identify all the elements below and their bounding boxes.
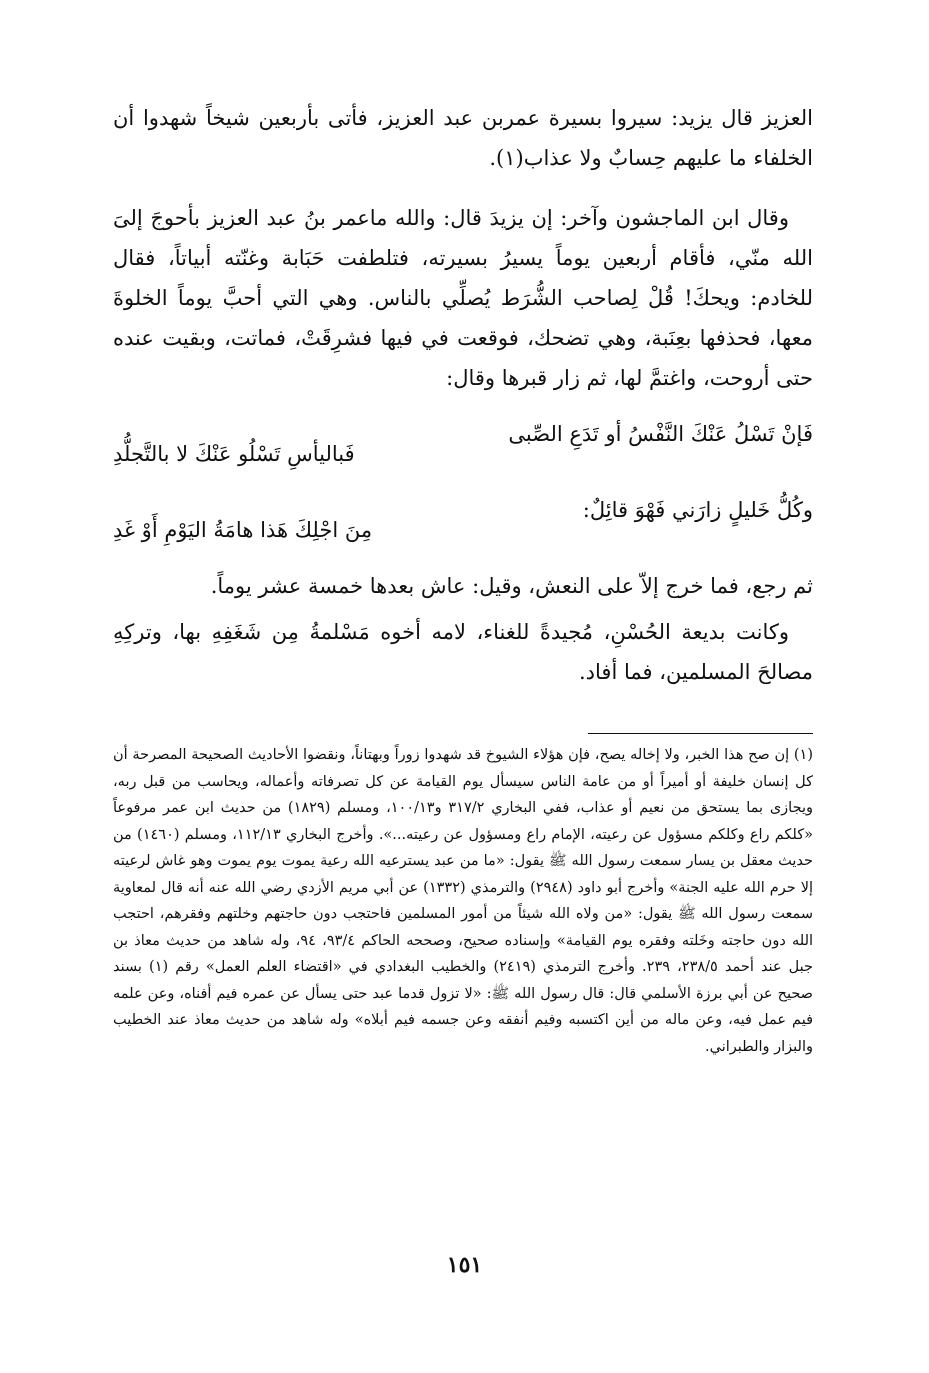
footnote-1: (١) إن صح هذا الخبر، ولا إخاله يصح، فإن هؤلاء الشيوخ قد شهدوا زوراً وبهتاناً، ونقضوا الأحاديث الصحيحة المصرحة أن كل إنسان خليفة أو أميراً أو من عامة الناس سيسأل يوم القيامة عن كل تصرفاته وأعماله، ويحاسب من قبل ربه، ويجازى بما يستحق من نعيم أو عذاب، ففي البخاري ٣١٧/٢ و١٠٠/١٣، ومسلم (١٨٢٩) من حديث ابن عمر مرفوعاً «كلكم راع وكلكم مسؤول عن رعيته، الإمام راع ومسؤول عن رعيته...». وأخرج البخاري ١١٢/١٣، ومسلم (١٤٦٠) من حديث معقل بن يسار سمعت رسول الله ﷺ يقول: «ما من عبد يسترعيه الله رعية يموت يوم يموت وهو غاش لرعيته إلا حرم الله عليه الجنة» وأخرج أبو داود (٢٩٤٨) والترمذي (١٣٣٢) عن أبي مريم الأزدي رضي الله عنه أنه قال لمعاوية سمعت رسول الله ﷺ يقول: «من ولاه الله شيئاً من أمور المسلمين فاحتجب دون حاجتهم وخلتهم وفقرهم، احتجب الله دون حاجته وخَلته وفقره يوم القيامة» وإسناده صحيح، وصححه الحاكم ٩٣/٤، ٩٤، وله شاهد من حديث معاذ بن جبل عند أحمد ٢٣٨/٥، ٢٣٩. وأخرج الترمذي (٢٤١٩) والخطيب البغدادي في «اقتضاء العلم العمل» رقم (١) بسند صحيح عن أبي برزة الأسلمي قال: قال رسول الله ﷺ: «لا تزول قدما عبد حتى يسأل عن عمره فيم أفناه، وعن علمه فيم عمل فيه، وعن ماله من أين اكتسبه وفيم أنفقه وعن جسمه فيم أبلاه» وله شاهد من حديث معاذ عند الخطيب والبزار والطبراني. (113, 747, 814, 1055)
paragraph-1: العزيز قال يزيد: سيروا بسيرة عمربن عبد العزيز، فأتى بأربعين شيخاً شهدوا أن الخلفاء ما عليهم حِسابٌ ولا عذاب(١). (113, 106, 813, 170)
paragraph-2: وقال ابن الماجشون وآخر: إن يزيدَ قال: والله ماعمر بنُ عبد العزيز بأحوجَ إلىَ الله منّي، فأقام أربعين يوماً يسيرُ بسيرته، فتلطفت حَبَابة وغنّته أبياتاً، فقال للخادم: ويحكَ! قُلْ لِصاحب الشُّرَط يُصلِّي بالناس. وهي التي أحبَّ يوماً الخلوةَ معها، فحذفها بعِنَبة، وهي تضحك، فوقعت في فيها فشرِقَتْ، فماتت، وبقيت عنده حتى أروحت، واغتمَّ لها، ثم زار قبرها وقال: (113, 206, 813, 390)
verse-2-second-hemistich: مِنَ اجْلِكَ هَذا هامَةُ اليَوْمِ أَوْ غَدِ (113, 518, 373, 542)
main-text (113, 98, 813, 692)
verse-line-2 (113, 490, 813, 550)
footnotes (113, 742, 813, 1060)
verse-line-1 (113, 414, 813, 474)
verse-1-second-hemistich: فَباليأسِ تَسْلُو عَنْكَ لا بالتَّجلُّدِ (113, 442, 355, 466)
verse-1-first-hemistich: فَإنْ تَسْلُ عَنْكَ النَّفْسُ أو تَدَعِ الصِّبى (508, 422, 813, 446)
page-number: ١٥١ (446, 1252, 483, 1278)
paragraph-4: وكانت بديعة الحُسْنِ، مُجيدةً للغناء، لامه أخوه مَسْلمةُ مِن شَغَفِهِ بها، وتركِهِ مصالحَ المسلمين، فما أفاد. (113, 620, 813, 684)
footnote-separator (588, 733, 813, 734)
paragraph-3: ثم رجع، فما خرج إلاّ على النعش، وقيل: عاش بعدها خمسة عشر يوماً. (210, 574, 813, 598)
poem (113, 414, 813, 550)
verse-2-first-hemistich: وكُلُّ خَليلٍ زارَني فَهْوَ قائِلٌ: (582, 498, 813, 522)
